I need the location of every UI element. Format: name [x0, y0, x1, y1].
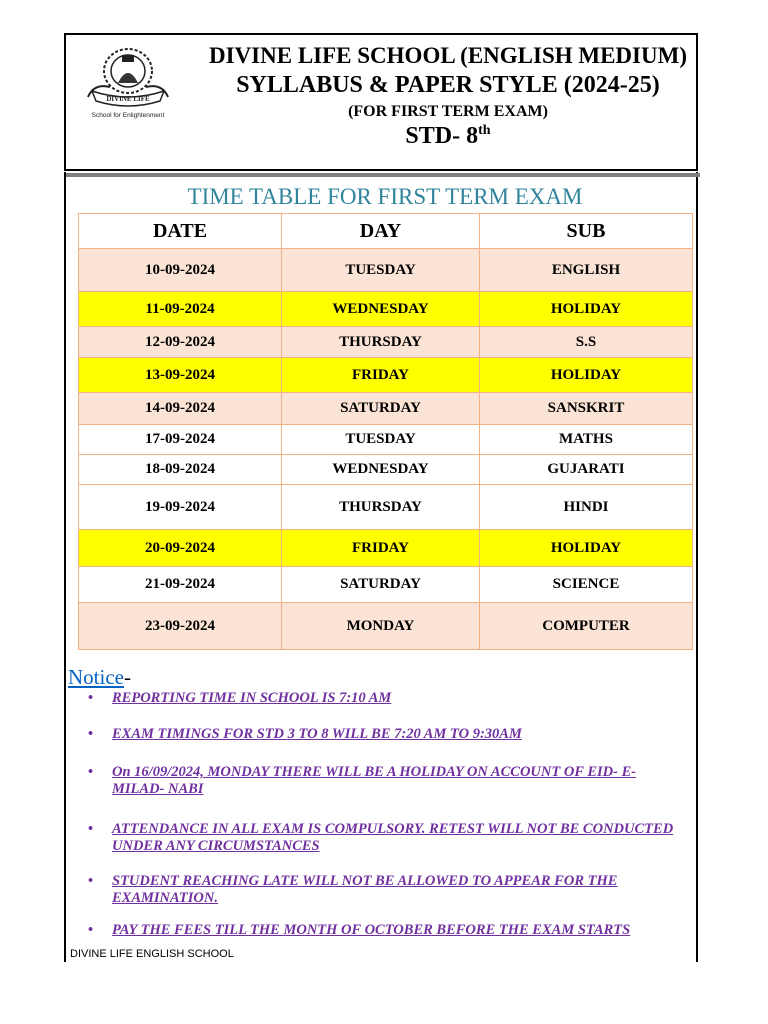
cell-date: 20-09-2024 [79, 530, 282, 567]
notice-item [88, 726, 688, 743]
cell-date: 10-09-2024 [79, 249, 282, 292]
cell-date: 21-09-2024 [79, 567, 282, 603]
cell-sub: MATHS [480, 425, 693, 455]
column-header-day: DAY [282, 214, 480, 249]
column-header-sub: SUB [480, 214, 693, 249]
cell-sub: HOLIDAY [480, 530, 693, 567]
header-shadow [66, 173, 700, 177]
cell-sub: S.S [480, 327, 693, 358]
left-page-border [64, 172, 66, 962]
school-logo [80, 43, 176, 121]
table-row [79, 530, 693, 567]
table-row [79, 358, 693, 393]
column-header-date: DATE [79, 214, 282, 249]
notice-label: Notice [68, 665, 124, 689]
notice-heading [68, 665, 131, 690]
cell-date: 19-09-2024 [79, 485, 282, 530]
table-row [79, 567, 693, 603]
cell-day: THURSDAY [282, 485, 480, 530]
cell-day: TUESDAY [282, 249, 480, 292]
school-emblem-icon [80, 43, 176, 121]
logo-banner-text: DIVINE LIFE [106, 95, 150, 103]
table-row [79, 603, 693, 650]
timetable-title: TIME TABLE FOR FIRST TERM EXAM [187, 184, 583, 209]
cell-date: 12-09-2024 [79, 327, 282, 358]
notice-item [88, 764, 688, 798]
standard-prefix: STD- 8 [405, 123, 479, 149]
cell-date: 17-09-2024 [79, 425, 282, 455]
term-subtitle: (FOR FIRST TERM EXAM) [348, 103, 548, 120]
cell-day: FRIDAY [282, 358, 480, 393]
cell-day: WEDNESDAY [282, 455, 480, 485]
bullet-icon: • [88, 690, 94, 706]
cell-sub: ENGLISH [480, 249, 693, 292]
cell-day: SATURDAY [282, 567, 480, 603]
notice-item [88, 690, 688, 707]
cell-sub: GUJARATI [480, 455, 693, 485]
bullet-icon: • [88, 922, 94, 938]
logo-tagline: School for Enlightenment [91, 112, 165, 119]
cell-sub: SANSKRIT [480, 393, 693, 425]
notice-item [88, 873, 688, 907]
notice-item [88, 821, 688, 855]
cell-date: 18-09-2024 [79, 455, 282, 485]
notice-text: STUDENT REACHING LATE WILL NOT BE ALLOWED TO APPEAR FOR THE EXAMINATION. [112, 873, 618, 906]
cell-date: 11-09-2024 [79, 292, 282, 327]
footer-text: DIVINE LIFE ENGLISH SCHOOL [70, 948, 234, 960]
notice-item [88, 922, 688, 939]
cell-date: 13-09-2024 [79, 358, 282, 393]
table-row [79, 292, 693, 327]
cell-sub: HOLIDAY [480, 358, 693, 393]
notice-text: ATTENDANCE IN ALL EXAM IS COMPULSORY. RETEST WILL NOT BE CONDUCTED UNDER ANY CIRCUMSTANCES [112, 821, 674, 854]
cell-sub: HINDI [480, 485, 693, 530]
cell-day: WEDNESDAY [282, 292, 480, 327]
standard-label [196, 123, 700, 150]
timetable [78, 213, 693, 650]
timetable-header-row [79, 214, 693, 249]
notice-text: EXAM TIMINGS FOR STD 3 TO 8 WILL BE 7:20 AM TO 9:30AM [112, 726, 522, 742]
table-row [79, 425, 693, 455]
bullet-icon: • [88, 873, 94, 889]
table-row [79, 393, 693, 425]
cell-sub: SCIENCE [480, 567, 693, 603]
notice-dash: - [123, 665, 131, 689]
bullet-icon: • [88, 764, 94, 780]
cell-date: 23-09-2024 [79, 603, 282, 650]
bullet-icon: • [88, 821, 94, 837]
cell-day: FRIDAY [282, 530, 480, 567]
table-row [79, 327, 693, 358]
table-row [79, 485, 693, 530]
notice-text: REPORTING TIME IN SCHOOL IS 7:10 AM [112, 690, 392, 706]
table-row [79, 249, 693, 292]
cell-sub: HOLIDAY [480, 292, 693, 327]
cell-day: TUESDAY [282, 425, 480, 455]
cell-day: THURSDAY [282, 327, 480, 358]
timetable-body [79, 249, 693, 650]
right-page-border [696, 172, 698, 962]
standard-suffix: th [478, 123, 491, 138]
cell-day: MONDAY [282, 603, 480, 650]
cell-day: SATURDAY [282, 393, 480, 425]
table-row [79, 455, 693, 485]
school-name: DIVINE LIFE SCHOOL (ENGLISH MEDIUM) [209, 43, 687, 68]
syllabus-title: SYLLABUS & PAPER STYLE (2024-25) [236, 72, 660, 98]
cell-date: 14-09-2024 [79, 393, 282, 425]
notice-text: PAY THE FEES TILL THE MONTH OF OCTOBER BEFORE THE EXAM STARTS [112, 922, 631, 938]
notice-text: On 16/09/2024, MONDAY THERE WILL BE A HOLIDAY ON ACCOUNT OF EID- E- MILAD- NABI [112, 764, 637, 797]
header-box [64, 33, 698, 171]
bullet-icon: • [88, 726, 94, 742]
cell-sub: COMPUTER [480, 603, 693, 650]
